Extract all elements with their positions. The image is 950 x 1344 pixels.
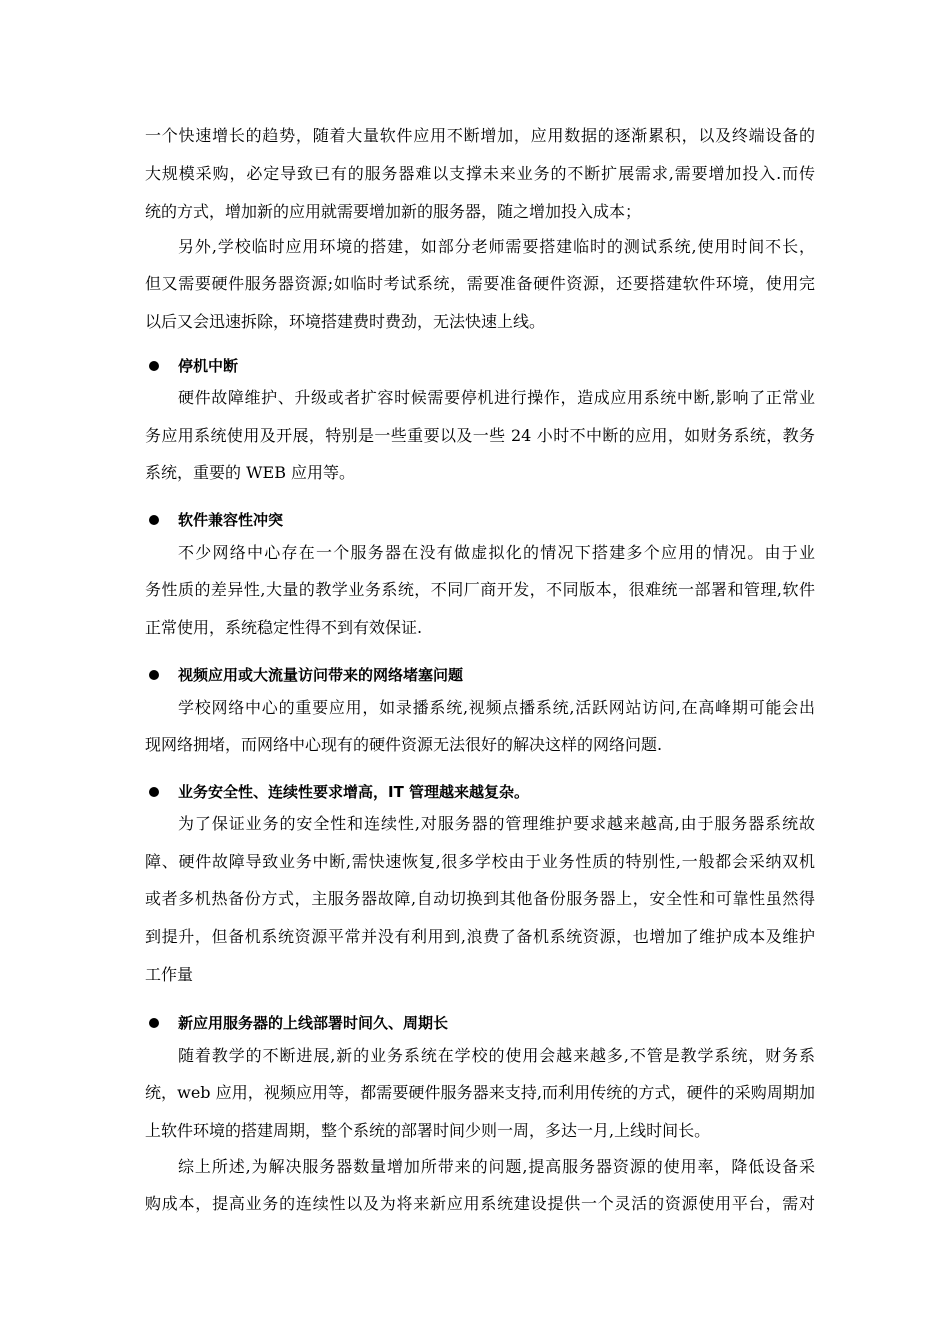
bullet-heading-text: 视频应用或大流量访问带来的网络堵塞问题 [178, 666, 464, 684]
paragraph-line: 统的方式，增加新的应用就需要增加新的服务器，随之增加投入成本； [145, 202, 642, 221]
paragraph-line: 硬件故障维护、升级或者扩容时候需要停机进行操作，造成应用系统中断,影响了正常业 [178, 388, 815, 407]
paragraph-line: 但又需要硬件服务器资源;如临时考试系统，需要准备硬件资源，还要搭建软件环境，使用完 [145, 274, 815, 293]
paragraph-line: 以后又会迅速拆除，环境搭建费时费劲，无法快速上线。 [145, 312, 546, 331]
bullet-heading-text: 新应用服务器的上线部署时间久、周期长 [178, 1014, 449, 1032]
bullet-heading-text: 业务安全性、连续性要求增高，IT 管理越来越复杂。 [178, 783, 530, 801]
bullet-heading-text: 停机中断 [178, 357, 239, 375]
paragraph-line: 一个快速增长的趋势，随着大量软件应用不断增加，应用数据的逐渐累积，以及终端设备的 [145, 126, 815, 145]
paragraph-line: 正常使用，系统稳定性得不到有效保证. [145, 618, 423, 637]
paragraph-line: 综上所述,为解决服务器数量增加所带来的问题,提高服务器资源的使用率，降低设备采 [178, 1157, 815, 1176]
bullet-heading-downtime [145, 356, 815, 376]
paragraph-line: 系统，重要的 WEB 应用等。 [145, 463, 356, 482]
bullet-icon [149, 787, 159, 797]
bullet-icon [149, 670, 159, 680]
paragraph-line: 现网络拥堵，而网络中心现有的硬件资源无法很好的解决这样的网络问题. [145, 735, 663, 754]
paragraph-line: 到提升，但备机系统资源平常并没有利用到,浪费了备机系统资源，也增加了维护成本及维护 [145, 927, 815, 946]
bullet-heading-software-compat [145, 510, 815, 530]
bullet-icon [149, 361, 159, 371]
paragraph-line: 上软件环境的搭建周期，整个系统的部署时间少则一周，多达一月,上线时间长。 [145, 1121, 711, 1140]
paragraph-line: 购成本，提高业务的连续性以及为将来新应用系统建设提供一个灵活的资源使用平台，需对 [145, 1194, 815, 1213]
paragraph-line: 统，web 应用，视频应用等，都需要硬件服务器来支持,而利用传统的方式，硬件的采购周期加 [145, 1083, 815, 1102]
paragraph-line: 为了保证业务的安全性和连续性,对服务器的管理维护要求越来越高,由于服务器系统故 [178, 814, 815, 833]
bullet-heading-text: 软件兼容性冲突 [178, 511, 284, 529]
paragraph-line: 学校网络中心的重要应用，如录播系统,视频点播系统,活跃网站访问,在高峰期可能会出 [178, 698, 815, 717]
bullet-heading-deployment-time [145, 1013, 815, 1033]
paragraph-line: 工作量 [145, 965, 194, 984]
paragraph-line: 务应用系统使用及开展，特别是一些重要以及一些 24 小时不中断的应用，如财务系统，教务 [145, 426, 815, 445]
paragraph-line: 不少网络中心存在一个服务器在没有做虚拟化的情况下搭建多个应用的情况。由于业 [178, 543, 815, 562]
paragraph-line: 障、硬件故障导致业务中断,需快速恢复,很多学校由于业务性质的特别性,一般都会采纳双机 [145, 852, 815, 871]
paragraph-line: 另外,学校临时应用环境的搭建，如部分老师需要搭建临时的测试系统,使用时间不长， [178, 237, 815, 256]
paragraph-line: 大规模采购，必定导致已有的服务器难以支撑未来业务的不断扩展需求,需要增加投入.而传 [145, 164, 815, 183]
paragraph-line: 或者多机热备份方式，主服务器故障,自动切换到其他备份服务器上，安全性和可靠性虽然得 [145, 889, 815, 908]
bullet-icon [149, 1018, 159, 1028]
paragraph-line: 随着教学的不断进展,新的业务系统在学校的使用会越来越多,不管是教学系统，财务系 [178, 1046, 815, 1065]
paragraph-line: 务性质的差异性,大量的教学业务系统，不同厂商开发，不同版本，很难统一部署和管理,软件 [145, 580, 815, 599]
bullet-heading-network-congestion [145, 665, 815, 685]
bullet-icon [149, 515, 159, 525]
bullet-heading-security-continuity [145, 782, 815, 802]
